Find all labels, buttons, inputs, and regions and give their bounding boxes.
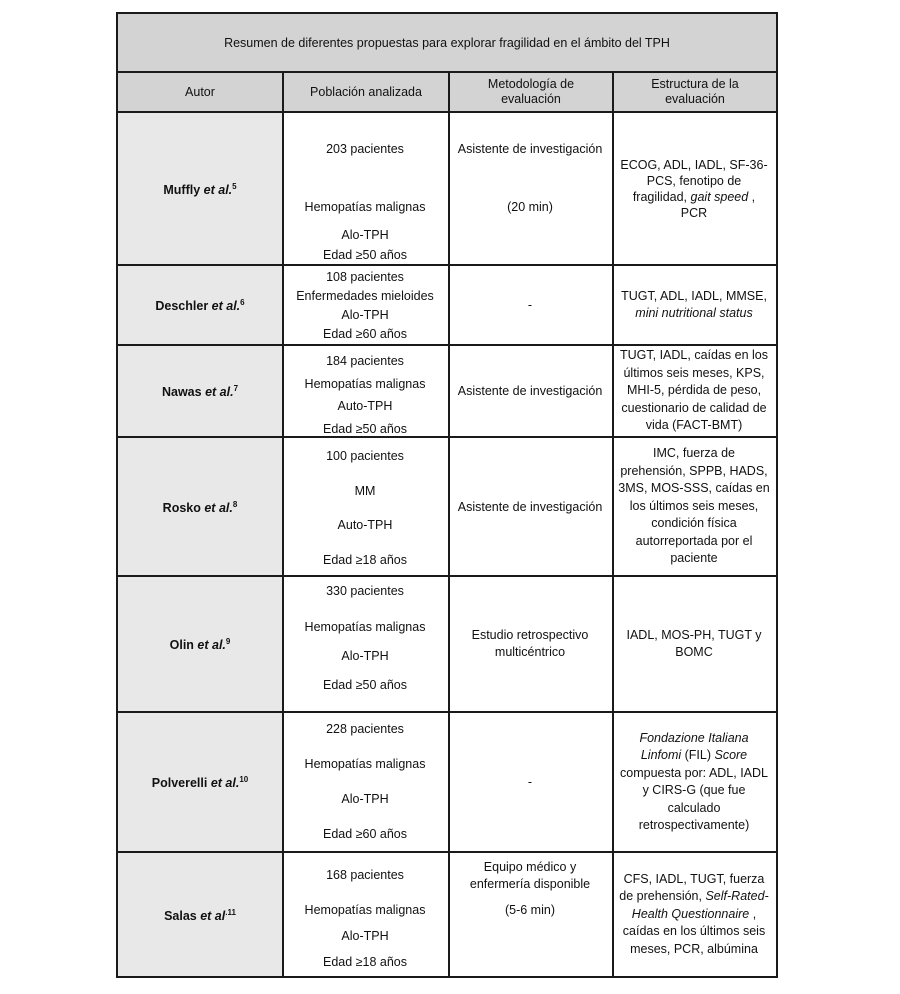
population-cell: 108 pacientes Enfermedades mieloides Alo-TPH Edad ≥60 años [296,270,434,341]
table-row [118,346,776,436]
method-cell: Asistente de investigación (20 min) [457,142,603,214]
population-cell: 168 pacientes Hemopatías malignas Alo-TPH Edad ≥18 años [304,868,426,969]
table-row [118,438,776,575]
author-cell: Nawas et al.$^7$ [118,346,282,436]
author-cell: Salas et $al^{.11}$ [118,853,282,976]
divider [612,73,614,976]
structure-cell: ECOG, ADL, IADL, SF-36- PCS, fenotipo de fragilidad, gait speed , PCR [620,157,768,220]
author-cell: Polverelli et al.$^{10}$ [118,713,282,851]
author-cell: Deschler et al.$^6$ [118,266,282,344]
author-cell: Rosko et al.$^8$ [118,438,282,575]
structure-cell: IMC, fuerza de prehensión, SPPB, HADS, 3MS, MOS-SSS, caídas en los últimos seis meses, condición física autorreportada por el paciente [618,446,770,566]
header-metodologia: Metodología de evaluación [450,73,612,111]
method-cell: Asistente de investigación [457,499,603,514]
method-cell: Asistente de investigación [457,384,603,398]
structure-cell: Fondazione Italiana Linfomi (FIL) Score compuesta por: ADL, IADL y CIRS-G (que fue calculado retrospectivamente) [620,730,768,832]
header-estructura: Estructura de la evaluación [614,73,776,111]
table-row [118,853,776,976]
table-title: Resumen de diferentes propuestas para explorar fragilidad en el ámbito del TPH [118,14,776,73]
structure-cell: IADL, MOS-PH, TUGT y BOMC [626,628,762,659]
author-cell: Olin et al.$^9$ [118,577,282,711]
method-cell: - [527,775,533,789]
author-cell: Muffly et al.$^5$ [118,113,282,264]
population-cell: 330 pacientes Hemopatías malignas Alo-TPH Edad ≥50 años [304,584,426,692]
method-cell: - [527,298,533,312]
table-row [118,577,776,711]
method-cell: Estudio retrospectivo multicéntrico [471,628,589,659]
population-cell: 228 pacientes Hemopatías malignas Alo-TPH Edad ≥60 años [304,722,426,841]
divider [282,73,284,976]
header-autor: Autor [118,73,282,111]
table-row [118,266,776,344]
population-cell: 100 pacientes MM Auto-TPH Edad ≥18 años [322,449,407,567]
table-row [118,713,776,851]
header-poblacion: Población analizada [284,73,448,111]
divider [448,73,450,976]
frailty-table [116,12,778,978]
method-cell: Equipo médico y enfermería disponible (5-6 min) [469,860,591,917]
population-cell: 203 pacientes Hemopatías malignas Alo-TPH Edad ≥50 años [304,142,426,262]
structure-cell: TUGT, ADL, IADL, MMSE, mini nutritional status [621,289,767,320]
table-row [118,113,776,264]
structure-cell: CFS, IADL, TUGT, fuerza de prehensión, Self-Rated- Health Questionnaire , caídas en los últimos seis meses, PCR, albúmina [619,871,769,956]
population-cell: 184 pacientes Hemopatías malignas Auto-TPH Edad ≥50 años [304,354,426,436]
structure-cell: TUGT, IADL, caídas en los últimos seis meses, KPS, MHI-5, pérdida de peso, cuestionario de calidad de vida (FACT-BMT) [620,348,768,433]
